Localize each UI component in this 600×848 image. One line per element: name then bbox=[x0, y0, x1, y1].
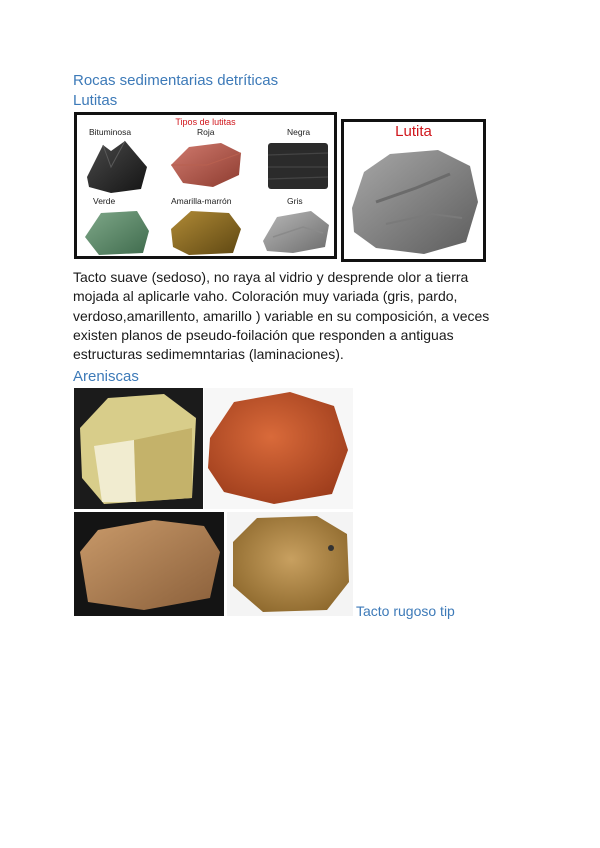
label-negra: Negra bbox=[287, 127, 311, 137]
roja-rock-image bbox=[167, 139, 247, 191]
bituminosa-rock-image bbox=[81, 137, 153, 195]
lutitas-types-figure bbox=[74, 112, 337, 259]
amarilla-rock-image bbox=[167, 207, 245, 257]
types-figure-title: Tipos de lutitas bbox=[175, 117, 236, 127]
arenisca-photo-1 bbox=[74, 388, 203, 509]
arenisca-photo-2 bbox=[204, 388, 353, 509]
lutitas-description bbox=[73, 268, 543, 364]
lutitas-heading: Lutitas bbox=[73, 92, 118, 109]
areniscas-caption: Tacto rugoso tip bbox=[356, 603, 455, 619]
label-verde: Verde bbox=[93, 196, 116, 206]
description-line: mojada al aplicarle vaho. Coloración muy variada (gris, pardo, bbox=[73, 288, 458, 305]
label-gris: Gris bbox=[287, 196, 303, 206]
lutita-sample-figure bbox=[341, 119, 486, 262]
description-line: Tacto suave (sedoso), no raya al vidrio y desprende olor a tierra bbox=[73, 269, 469, 285]
description-line: verdoso,amarillento, amarillo ) variable en su composición, a veces bbox=[73, 307, 490, 324]
section-title: Rocas sedimentarias detríticas bbox=[73, 72, 279, 89]
label-amarilla: Amarilla-marrón bbox=[171, 196, 232, 206]
arenisca-photo-4 bbox=[227, 512, 353, 616]
label-roja: Roja bbox=[197, 127, 215, 137]
lutita-figure-title: Lutita bbox=[395, 123, 432, 140]
description-line: existen planos de pseudo-foilación que responden a antiguas bbox=[73, 326, 454, 343]
verde-rock-image bbox=[81, 207, 153, 257]
description-line: estructuras sedimemntarias (laminaciones). bbox=[73, 346, 344, 363]
negra-rock-image bbox=[262, 137, 334, 193]
gris-rock-image bbox=[259, 207, 333, 257]
arenisca-photo-3 bbox=[74, 512, 224, 616]
label-bituminosa: Bituminosa bbox=[89, 127, 132, 137]
areniscas-heading: Areniscas bbox=[73, 368, 139, 385]
lutita-rock-image bbox=[346, 144, 482, 258]
